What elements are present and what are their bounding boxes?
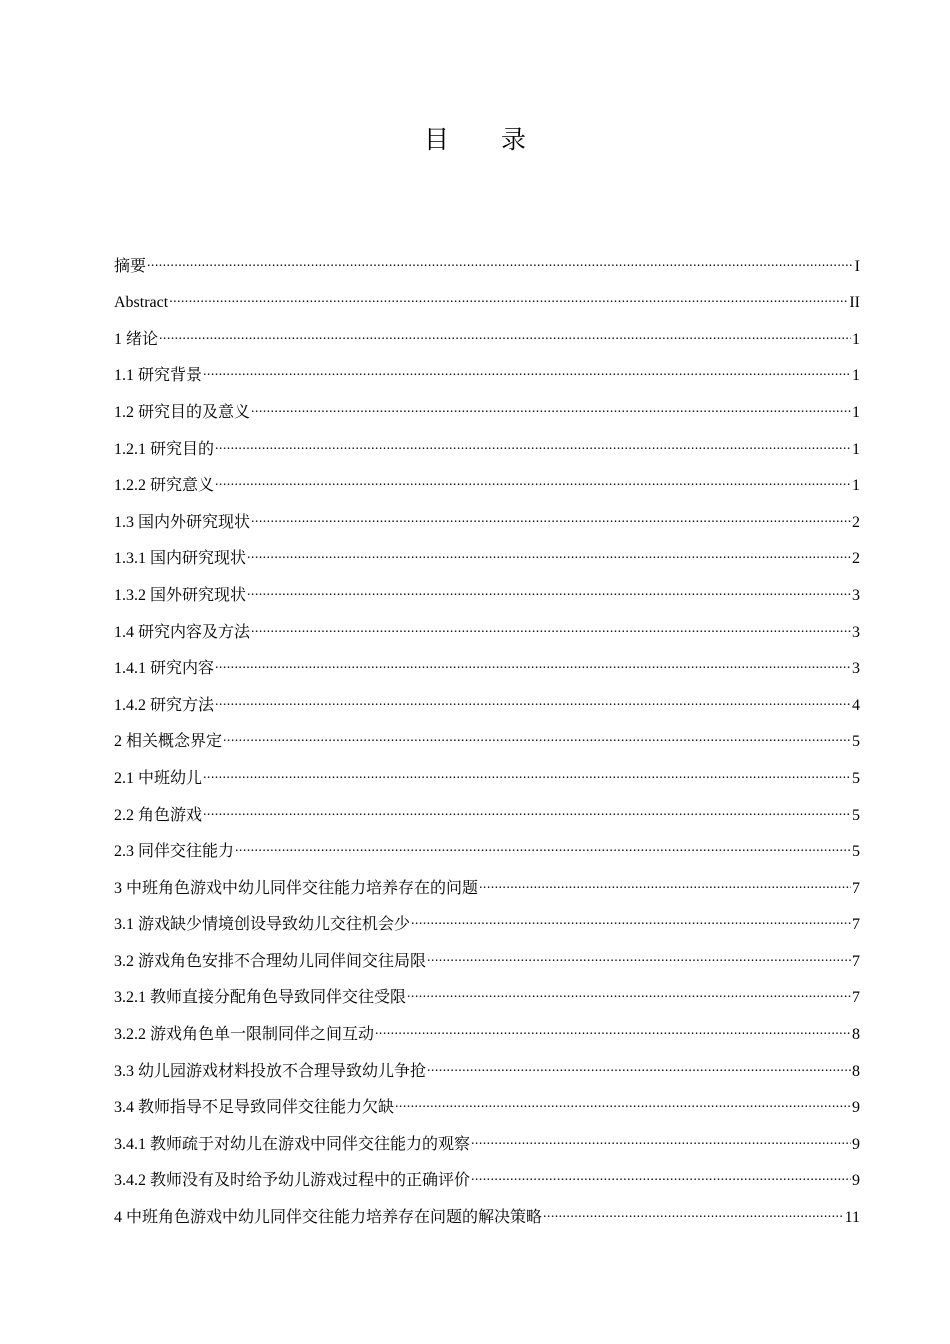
toc-entry-page-number: 5 <box>852 843 860 861</box>
toc-dot-leader <box>215 471 851 492</box>
toc-entry-label: 1.2.2 研究意义 <box>114 477 215 495</box>
toc-dot-leader <box>471 1166 851 1187</box>
toc-entry-label: 3.2.2 游戏角色单一限制同伴之间互动 <box>114 1026 375 1044</box>
toc-entry[interactable] <box>114 1191 860 1228</box>
toc-dot-leader <box>215 691 851 712</box>
toc-entry[interactable] <box>114 313 860 350</box>
toc-dot-leader <box>223 727 851 748</box>
toc-entry-page-number: 1 <box>852 440 860 458</box>
toc-entry[interactable] <box>114 716 860 753</box>
toc-dot-leader <box>203 764 851 785</box>
toc-dot-leader <box>251 618 851 639</box>
toc-dot-leader <box>247 544 851 565</box>
toc-dot-leader <box>247 581 851 602</box>
toc-entry-page-number: 3 <box>852 623 860 641</box>
toc-entry-label: 4 中班角色游戏中幼儿同伴交往能力培养存在问题的解决策略 <box>114 1209 543 1227</box>
toc-entry-label: 3.3 幼儿园游戏材料投放不合理导致幼儿争抢 <box>114 1062 427 1080</box>
toc-entry-page-number: 5 <box>852 806 860 824</box>
toc-entry-page-number: 1 <box>852 477 860 495</box>
toc-entry-label: 2.1 中班幼儿 <box>114 769 203 787</box>
toc-dot-leader <box>479 874 851 895</box>
toc-dot-leader <box>471 1130 851 1151</box>
toc-dot-leader <box>395 1093 851 1114</box>
toc-entry[interactable] <box>114 1155 860 1192</box>
toc-entry-page-number: 11 <box>844 1209 860 1227</box>
toc-entry-page-number: 7 <box>852 916 860 934</box>
toc-entry-label: 2.2 角色游戏 <box>114 806 203 824</box>
toc-dot-leader <box>427 1057 851 1078</box>
toc-entry-page-number: II <box>849 294 860 312</box>
toc-dot-leader <box>215 435 851 456</box>
toc-entry-page-number: I <box>854 257 860 275</box>
toc-dot-leader <box>543 1203 844 1224</box>
toc-entry-label: 3.2 游戏角色安排不合理幼儿同伴间交往局限 <box>114 952 427 970</box>
toc-entry-label: 1.4.1 研究内容 <box>114 660 215 678</box>
toc-dot-leader <box>427 947 851 968</box>
toc-entry-label: 2 相关概念界定 <box>114 733 223 751</box>
toc-entry[interactable] <box>114 1008 860 1045</box>
toc-entry[interactable] <box>114 1118 860 1155</box>
toc-entry-page-number: 8 <box>852 1062 860 1080</box>
toc-entry-page-number: 8 <box>852 1026 860 1044</box>
toc-entry-label: 3.2.1 教师直接分配角色导致同伴交往受限 <box>114 989 407 1007</box>
toc-entry-page-number: 1 <box>852 367 860 385</box>
toc-entry[interactable] <box>114 350 860 387</box>
toc-entry[interactable] <box>114 386 860 423</box>
toc-entry[interactable] <box>114 899 860 936</box>
toc-entry-page-number: 1 <box>852 330 860 348</box>
toc-entry[interactable] <box>114 460 860 497</box>
toc-entry-page-number: 1 <box>852 403 860 421</box>
toc-entry[interactable] <box>114 1082 860 1119</box>
toc-entry-label: 1.4.2 研究方法 <box>114 696 215 714</box>
toc-entry[interactable] <box>114 240 860 277</box>
toc-entry[interactable] <box>114 1045 860 1082</box>
toc-dot-leader <box>159 325 851 346</box>
toc-entry[interactable] <box>114 277 860 314</box>
toc-title: 目 录 <box>424 125 548 154</box>
toc-entry-label: Abstract <box>114 294 169 312</box>
toc-dot-leader <box>203 801 851 822</box>
toc-entry-label: 1.2.1 研究目的 <box>114 440 215 458</box>
toc-entry-label: 摘要 <box>114 257 147 275</box>
toc-dot-leader <box>147 252 854 273</box>
toc-entry-page-number: 5 <box>852 733 860 751</box>
toc-entry-label: 3.4 教师指导不足导致同伴交往能力欠缺 <box>114 1099 395 1117</box>
toc-dot-leader <box>251 508 851 529</box>
toc-entry-label: 3.4.1 教师疏于对幼儿在游戏中同伴交往能力的观察 <box>114 1135 471 1153</box>
toc-entry-label: 1.3.1 国内研究现状 <box>114 550 247 568</box>
toc-entry-page-number: 7 <box>852 989 860 1007</box>
toc-entry-page-number: 7 <box>852 952 860 970</box>
toc-entry-label: 1.3.2 国外研究现状 <box>114 586 247 604</box>
toc-dot-leader <box>235 837 851 858</box>
toc-entry-label: 1.2 研究目的及意义 <box>114 403 251 421</box>
toc-entry[interactable] <box>114 935 860 972</box>
toc-entry-page-number: 5 <box>852 769 860 787</box>
toc-entry-page-number: 2 <box>852 550 860 568</box>
toc-entry[interactable] <box>114 643 860 680</box>
toc-dot-leader <box>169 288 848 309</box>
toc-entry-label: 1 绪论 <box>114 330 159 348</box>
toc-entry-page-number: 3 <box>852 660 860 678</box>
toc-entry[interactable] <box>114 496 860 533</box>
toc-entry-page-number: 2 <box>852 513 860 531</box>
toc-entry-page-number: 4 <box>852 696 860 714</box>
toc-entry-label: 1.3 国内外研究现状 <box>114 513 251 531</box>
toc-dot-leader <box>215 654 851 675</box>
toc-entry-label: 3 中班角色游戏中幼儿同伴交往能力培养存在的问题 <box>114 879 479 897</box>
toc-entry[interactable] <box>114 972 860 1009</box>
toc-entry-label: 1.4 研究内容及方法 <box>114 623 251 641</box>
toc-entry[interactable] <box>114 423 860 460</box>
toc-dot-leader <box>251 398 851 419</box>
toc-entry[interactable] <box>114 569 860 606</box>
toc-entry[interactable] <box>114 826 860 863</box>
toc-entry-page-number: 7 <box>852 879 860 897</box>
toc-entry-page-number: 9 <box>852 1172 860 1190</box>
toc-list <box>114 240 860 1228</box>
toc-entry-page-number: 9 <box>852 1099 860 1117</box>
toc-entry[interactable] <box>114 533 860 570</box>
toc-dot-leader <box>203 361 851 382</box>
toc-entry-label: 2.3 同伴交往能力 <box>114 843 235 861</box>
toc-entry-page-number: 3 <box>852 586 860 604</box>
toc-entry-label: 1.1 研究背景 <box>114 367 203 385</box>
toc-entry-page-number: 9 <box>852 1135 860 1153</box>
toc-entry[interactable] <box>114 862 860 899</box>
toc-dot-leader <box>407 983 851 1004</box>
toc-entry[interactable] <box>114 679 860 716</box>
toc-entry[interactable] <box>114 789 860 826</box>
toc-entry-label: 3.4.2 教师没有及时给予幼儿游戏过程中的正确评价 <box>114 1172 471 1190</box>
toc-entry-label: 3.1 游戏缺少情境创设导致幼儿交往机会少 <box>114 916 411 934</box>
toc-dot-leader <box>375 1020 851 1041</box>
toc-entry[interactable] <box>114 606 860 643</box>
toc-dot-leader <box>411 910 851 931</box>
toc-entry[interactable] <box>114 752 860 789</box>
